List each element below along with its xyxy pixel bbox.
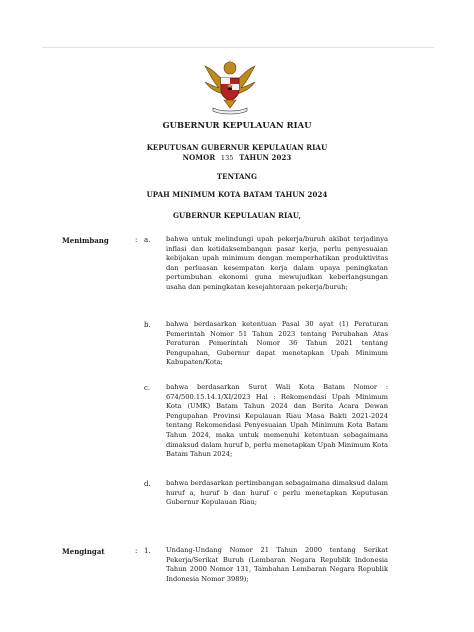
- menimbang-marker-b: b.: [144, 321, 151, 329]
- menimbang-colon: :: [135, 236, 138, 244]
- mengingat-label: Mengingat: [62, 547, 105, 556]
- decree-subject: UPAH MINIMUM KOTA BATAM TAHUN 2024: [146, 190, 328, 199]
- mengingat-item-1: Undang-Undang Nomor 21 Tahun 2000 tentang Serikat Pekerja/Serikat Buruh (Lembaran Negara Republik Indonesia Tahun 2000 Nomor 131, Tambahan Lembaran Negara Republik Indonesia Nomor 3989);: [166, 546, 388, 583]
- menimbang-item-b: bahwa berdasarkan ketentuan Pasal 30 ayat (1) Peraturan Pemerintah Nomor 51 Tahun 2023 tentang Perubahan Atas Peraturan Pemerintah Nomor 36 Tahun 2021 tentang Pengupahan, Gubernur dapat menetapkan Upah Minimum Kabupaten/Kota;: [166, 320, 388, 367]
- decree-number-label: NOMOR: [182, 153, 216, 162]
- garuda-emblem-icon: [197, 56, 263, 116]
- menimbang-marker-a: a.: [144, 236, 151, 244]
- decree-number-value: 135: [220, 154, 234, 162]
- menimbang-item-d: bahwa berdasarkan pertimbangan sebagaimana dimaksud dalam huruf a, huruf b dan huruf c perlu menetapkan Keputusan Gubernur Kepulauan Riau;: [166, 479, 388, 507]
- governor-title: GUBERNUR KEPULAUAN RIAU: [162, 120, 312, 130]
- mengingat-marker-1: 1.: [144, 547, 151, 555]
- mengingat-colon: :: [135, 547, 138, 555]
- tentang-heading: TENTANG: [216, 172, 258, 181]
- menimbang-label: Menimbang: [62, 236, 109, 245]
- menimbang-marker-c: c.: [144, 384, 151, 392]
- decree-heading: KEPUTUSAN GUBERNUR KEPULAUAN RIAU: [146, 143, 328, 152]
- top-divider: [42, 47, 434, 48]
- menimbang-item-c: bahwa berdasarkan Surat Wali Kota Batam Nomor : 674/500.15.14.1/XI/2023 Hal : Rekomendasi Upah Minimum Kota (UMK) Batam Tahun 2024 dan Berita Acara Dewan Pengupahan Provinsi Kepulauan Riau Masa Bakti 2021-2024 tentang Rekomendasi Penyesuaian Upah Minimum Kota Batam Tahun 2024, maka untuk memenuhi ketentuan sebagaimana dimaksud dalam huruf b, perlu menetapkan Upah Minimum Kota Batam Tahun 2024;: [166, 383, 388, 459]
- decree-number-line: [0, 153, 474, 162]
- governor-heading-2: GUBERNUR KEPULAUAN RIAU,: [172, 211, 302, 220]
- decree-year: TAHUN 2023: [239, 153, 292, 162]
- menimbang-marker-d: d.: [144, 480, 151, 488]
- menimbang-item-a: bahwa untuk melindungi upah pekerja/buruh akibat terjadinya inflasi dan ketidaksembangan pasar kerja, perlu penyesuaian kebijakan upah minimum dengan memperhatikan produktivitas dan perluasan kesempatan kerja dalam upaya peningkatan pertumbuhan ekonomi guna mewujudkan keberlangsungan usaha dan peningkatan kesejahteraan pekerja/buruh;: [166, 235, 388, 291]
